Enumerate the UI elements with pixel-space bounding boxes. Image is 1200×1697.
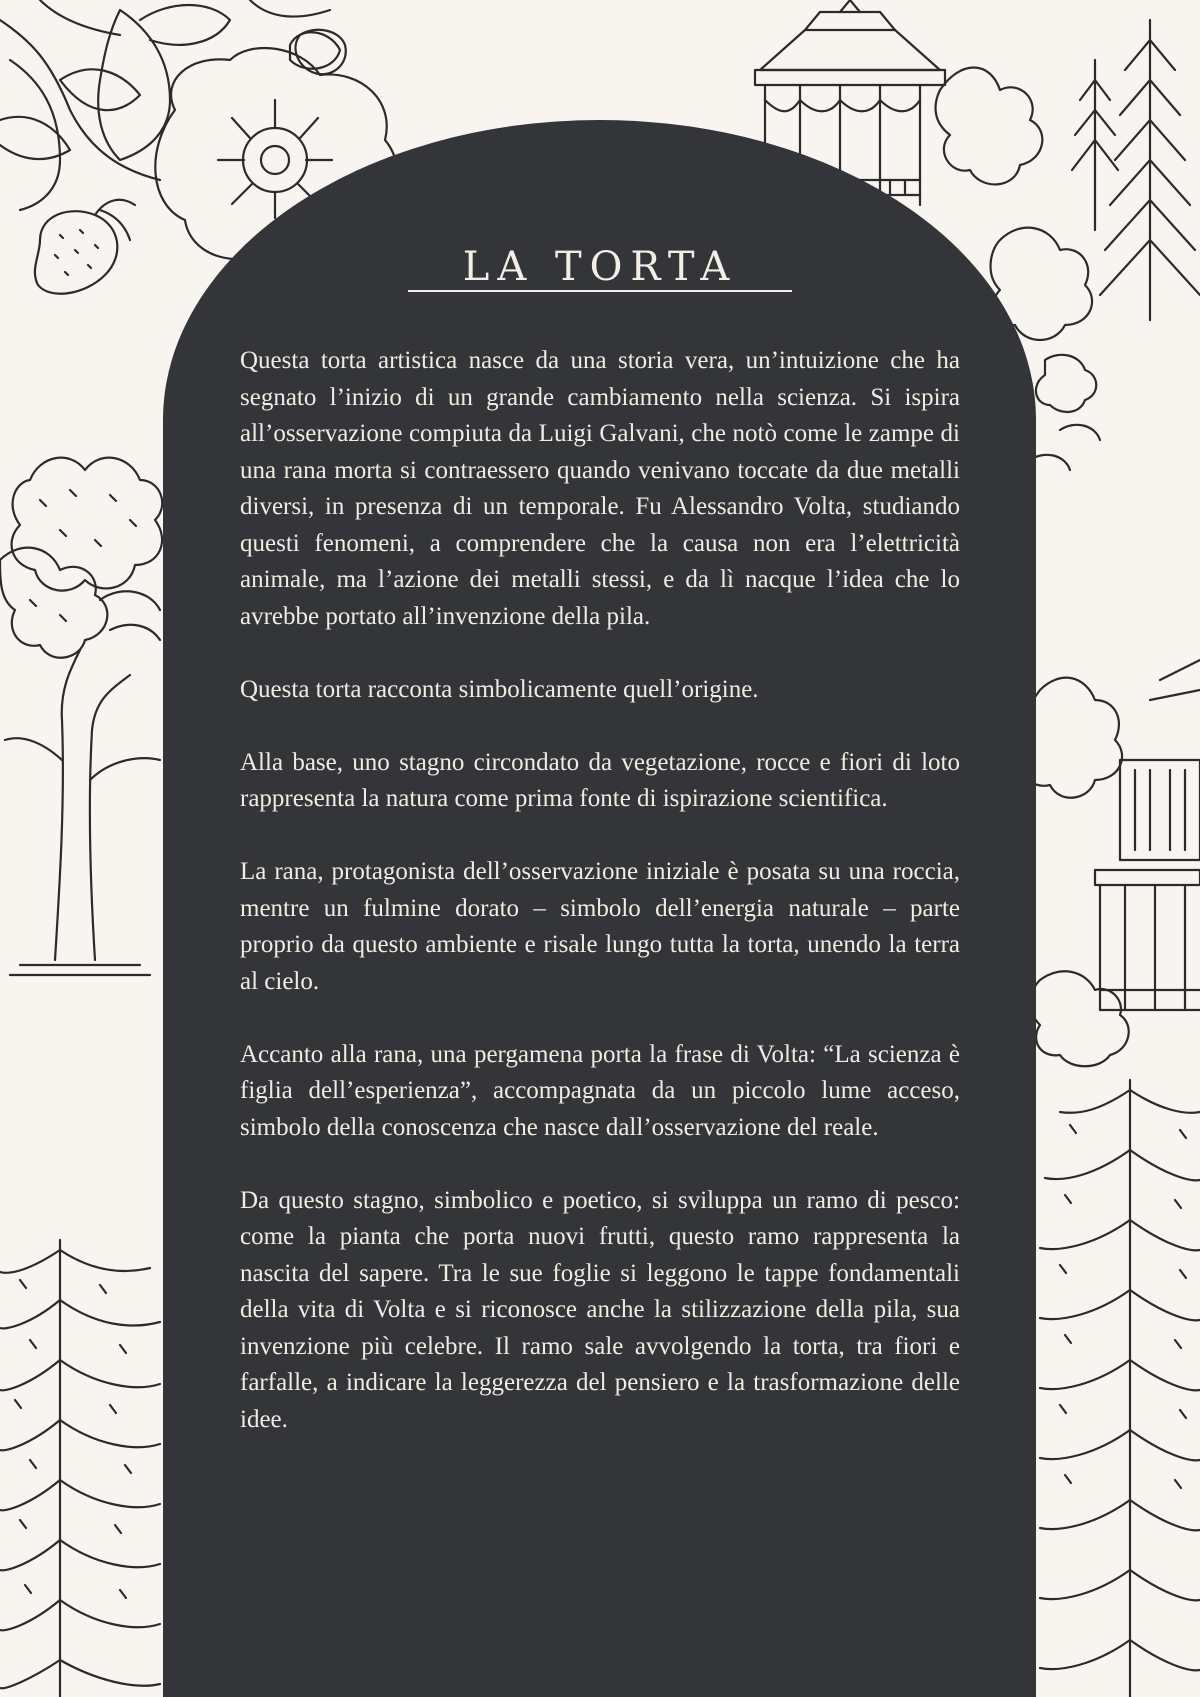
paragraph-origin: Questa torta artistica nasce da una storia vera, un’intuizione che ha segnato l’inizio di un grande cambiamento nella scienza. Si ispira all’osservazione compiuta da Luigi Galvani, che notò come le zampe di una rana morta si contraessero quando venivano toccate da due metalli diversi, in presenza di un temporale. Fu Alessandro Volta, studiando questi fenomeni, a comprendere che la causa non era l’elettricità animale, ma l’azione dei metalli stessi, e da lì nacque l’idea che lo avrebbe portato all’invenzione della pila.	[240, 347, 960, 630]
page-title: LA TORTA	[462, 244, 738, 290]
paragraph-base: Alla base, uno stagno circondato da vegetazione, rocce e fiori di loto rappresenta la natura come prima fonte di ispirazione scientifica.	[240, 748, 960, 812]
paragraph-frog: La rana, protagonista dell’osservazione iniziale è posata su una roccia, mentre un fulmine dorato – simbolo dell’energia naturale – parte proprio da questo ambiente e risale lungo tutta la torta, unendo la terra al cielo.	[240, 858, 960, 995]
pine-trees-right-illustration	[1040, 1080, 1200, 1697]
title-underline	[408, 290, 792, 292]
tree-illustration	[0, 458, 162, 975]
paragraph-peach-branch: Da questo stagno, simbolico e poetico, si sviluppa un ramo di pesco: come la pianta che porta nuovi frutti, questo ramo rappresenta la nascita del sapere. Tra le sue foglie si leggono le tappe fondamentali della vita di Volta e si riconosce anche la stilizzazione della pila, sua invenzione più celebre. Il ramo sale avvolgendo la torta, tra fiori e farfalle, a indicare la leggerezza del pensiero e la trasformazione delle idee.	[240, 1186, 960, 1433]
story-text	[240, 343, 960, 1438]
paragraph-summary: Questa torta racconta simbolicamente quell’origine.	[240, 675, 759, 703]
paragraph-parchment: Accanto alla rana, una pergamena porta la frase di Volta: “La scienza è figlia dell’esperienza”, accompagnata da un piccolo lume acceso, simbolo della conoscenza che nasce dall’osservazione del reale.	[240, 1040, 960, 1141]
pine-trees-illustration	[0, 1240, 160, 1697]
villa-illustration	[1023, 660, 1200, 1066]
